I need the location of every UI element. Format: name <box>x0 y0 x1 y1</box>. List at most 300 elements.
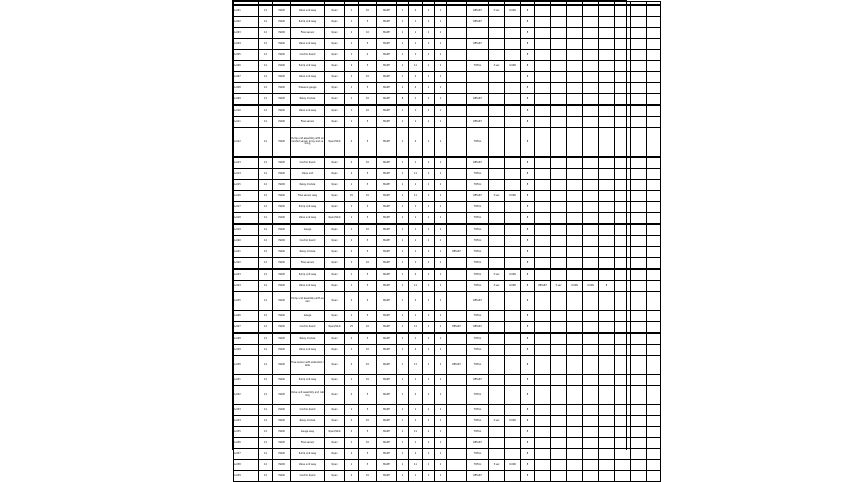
table-cell: 1 <box>435 449 447 460</box>
table-cell: MAIN <box>273 50 291 61</box>
table-cell <box>615 460 631 471</box>
table-cell: Open <box>325 169 345 180</box>
table-cell: 1 <box>397 5 409 17</box>
table-cell: 8 <box>521 39 535 50</box>
table-cell: 2 <box>345 28 359 39</box>
table-cell <box>647 61 661 72</box>
table-row <box>234 386 661 405</box>
table-cell <box>567 17 583 28</box>
table-cell: 1 <box>397 322 409 334</box>
table-cell: MAIN <box>273 292 291 311</box>
table-cell <box>615 405 631 416</box>
table-cell <box>631 416 647 427</box>
table-cell: 8 <box>521 345 535 356</box>
table-cell <box>489 236 505 247</box>
table-cell <box>615 83 631 94</box>
table-cell: TOTAL <box>467 61 489 72</box>
table-cell <box>615 191 631 202</box>
table-cell <box>615 94 631 106</box>
table-cell <box>489 117 505 128</box>
table-cell: 8 <box>521 449 535 460</box>
table-cell: 1 <box>397 333 409 345</box>
table-cell: TOTAL <box>467 345 489 356</box>
table-cell <box>631 258 647 270</box>
table-cell: 1 <box>345 224 359 236</box>
table-row <box>234 157 661 169</box>
table-cell <box>551 258 567 270</box>
table-cell: 10 <box>359 94 377 106</box>
table-cell: 1 <box>435 202 447 213</box>
table-cell: 11 <box>409 191 423 202</box>
table-cell <box>505 28 521 39</box>
table-cell: 1 <box>423 17 435 28</box>
table-cell: Valve unit assy <box>291 213 325 225</box>
table-cell: MANT <box>377 333 397 345</box>
table-cell: 10 <box>359 375 377 386</box>
table-cell <box>505 17 521 28</box>
table-cell: 8 <box>521 5 535 17</box>
table-cell: 1 <box>435 405 447 416</box>
table-cell: 11 <box>409 460 423 471</box>
table-cell: MANT <box>377 375 397 386</box>
table-cell: MAIN <box>273 405 291 416</box>
table-cell: 1 <box>423 345 435 356</box>
table-cell <box>447 202 467 213</box>
table-cell <box>647 386 661 405</box>
table-cell: Control board <box>291 236 325 247</box>
table-cell: RESULT <box>467 39 489 50</box>
table-cell <box>551 236 567 247</box>
table-cell: A-030 <box>234 356 259 375</box>
table-cell: 12 <box>259 236 273 247</box>
table-cell: Pump unit assy <box>291 449 325 460</box>
table-cell <box>599 50 615 61</box>
table-cell: Open <box>325 386 345 405</box>
table-cell <box>447 169 467 180</box>
table-cell: 1 <box>397 356 409 375</box>
table-cell <box>615 72 631 83</box>
table-cell <box>535 180 551 191</box>
table-cell: 1 <box>345 311 359 322</box>
table-cell: A-015 <box>234 180 259 191</box>
table-cell <box>551 72 567 83</box>
table-cell: 1 <box>435 356 447 375</box>
table-cell: MAIN <box>273 247 291 258</box>
table-cell <box>583 94 599 106</box>
table-row <box>234 333 661 345</box>
table-cell <box>599 416 615 427</box>
table-cell <box>551 224 567 236</box>
table-cell: 12 <box>259 311 273 322</box>
table-cell: TOTAL <box>467 356 489 375</box>
table-cell <box>535 83 551 94</box>
table-cell <box>615 128 631 158</box>
table-cell: 1 <box>409 333 423 345</box>
table-row <box>234 438 661 449</box>
table-cell: 5 <box>359 17 377 28</box>
table-cell <box>447 345 467 356</box>
table-cell: 1 <box>345 39 359 50</box>
table-cell: 1 <box>397 345 409 356</box>
table-cell: Open <box>325 202 345 213</box>
table-cell: 3 sec <box>489 416 505 427</box>
table-cell: Open <box>325 269 345 281</box>
table-cell <box>567 292 583 311</box>
table-cell <box>447 39 467 50</box>
table-cell <box>647 345 661 356</box>
table-cell: TOTAL <box>467 169 489 180</box>
table-cell: TOTAL <box>467 269 489 281</box>
table-cell <box>647 269 661 281</box>
table-cell: 12 <box>259 269 273 281</box>
table-cell: RESULT <box>447 322 467 334</box>
table-cell <box>631 375 647 386</box>
table-cell <box>583 105 599 117</box>
table-cell: A-029 <box>234 345 259 356</box>
table-cell: Open/Shut <box>325 213 345 225</box>
table-cell <box>535 386 551 405</box>
table-cell: Flow sensor <box>291 117 325 128</box>
table-cell <box>615 236 631 247</box>
table-cell: 8 <box>521 180 535 191</box>
table-cell <box>447 333 467 345</box>
table-cell: Open <box>325 471 345 482</box>
table-cell <box>583 471 599 482</box>
table-cell: 2 <box>345 386 359 405</box>
table-cell <box>631 83 647 94</box>
table-cell: MAIN <box>273 105 291 117</box>
table-cell <box>583 356 599 375</box>
table-cell <box>505 180 521 191</box>
table-cell <box>647 460 661 471</box>
table-cell <box>615 471 631 482</box>
table-cell: 1 <box>435 247 447 258</box>
table-cell: A-016 <box>234 191 259 202</box>
table-cell <box>599 83 615 94</box>
table-cell: Relay module <box>291 247 325 258</box>
table-cell: 1 <box>345 202 359 213</box>
table-row <box>234 427 661 438</box>
table-cell: 8 <box>521 191 535 202</box>
table-cell <box>551 191 567 202</box>
table-cell <box>489 427 505 438</box>
table-cell: MANT <box>377 405 397 416</box>
table-cell: 2 <box>345 427 359 438</box>
table-cell <box>535 72 551 83</box>
table-cell: 8 <box>521 169 535 180</box>
table-cell: 1 <box>409 50 423 61</box>
table-cell <box>535 333 551 345</box>
table-cell: 1 <box>345 50 359 61</box>
table-cell: 1 <box>397 39 409 50</box>
table-cell: 1 <box>397 460 409 471</box>
table-cell <box>631 157 647 169</box>
table-cell: A-031 <box>234 375 259 386</box>
table-cell <box>489 105 505 117</box>
table-cell <box>631 471 647 482</box>
table-cell <box>647 105 661 117</box>
table-cell: Open/Shut <box>325 322 345 334</box>
table-cell: 12 <box>259 5 273 17</box>
table-cell <box>599 72 615 83</box>
table-cell <box>599 460 615 471</box>
table-cell: MAIN <box>273 236 291 247</box>
table-cell: 4 <box>409 269 423 281</box>
table-cell: 8 <box>521 405 535 416</box>
table-cell: 8 <box>521 281 535 292</box>
table-cell <box>447 311 467 322</box>
table-cell: 12 <box>259 105 273 117</box>
table-cell: 1 <box>397 117 409 128</box>
table-cell: MAIN <box>273 17 291 28</box>
table-cell: 10 <box>359 105 377 117</box>
table-cell: 12 <box>259 471 273 482</box>
table-cell: 1 <box>345 269 359 281</box>
table-cell: TOTAL <box>467 128 489 158</box>
table-cell <box>489 345 505 356</box>
table-cell: MAIN <box>273 5 291 17</box>
table-cell <box>489 292 505 311</box>
table-cell <box>583 236 599 247</box>
table-cell: Open <box>325 405 345 416</box>
table-cell: MAIN <box>273 269 291 281</box>
table-cell: 1 <box>397 236 409 247</box>
table-cell: 1 <box>435 39 447 50</box>
table-cell <box>615 449 631 460</box>
table-cell: 8 <box>521 416 535 427</box>
table-cell: A-018 <box>234 213 259 225</box>
table-row <box>234 292 661 311</box>
table-cell <box>535 202 551 213</box>
table-cell: 0.006 <box>505 416 521 427</box>
table-cell <box>447 281 467 292</box>
table-cell <box>505 247 521 258</box>
table-cell: 10 <box>359 356 377 375</box>
table-cell <box>535 460 551 471</box>
table-cell: 12 <box>259 405 273 416</box>
table-cell <box>615 427 631 438</box>
table-cell: 12 <box>259 191 273 202</box>
table-cell: 8 <box>521 72 535 83</box>
table-cell: 10 <box>359 322 377 334</box>
table-cell <box>505 236 521 247</box>
table-cell: A-038 <box>234 460 259 471</box>
table-cell <box>489 39 505 50</box>
table-cell: 1 <box>435 61 447 72</box>
table-cell: 4 <box>409 345 423 356</box>
table-cell: MANT <box>377 128 397 158</box>
table-cell: MAIN <box>273 191 291 202</box>
table-cell <box>567 405 583 416</box>
table-cell: 1 <box>435 5 447 17</box>
table-cell: 1 <box>435 292 447 311</box>
table-cell: 1 <box>345 17 359 28</box>
table-cell <box>567 460 583 471</box>
table-cell: 2 <box>345 236 359 247</box>
table-cell: 1 <box>397 375 409 386</box>
table-cell: 1 <box>423 191 435 202</box>
table-cell: MAIN <box>273 28 291 39</box>
table-cell: RESULT <box>467 5 489 17</box>
table-cell <box>583 311 599 322</box>
table-cell: 1 <box>423 427 435 438</box>
table-cell <box>489 322 505 334</box>
table-cell: 1 <box>409 157 423 169</box>
table-cell: MAIN <box>273 449 291 460</box>
table-cell: A-021 <box>234 247 259 258</box>
table-cell <box>535 39 551 50</box>
table-cell: MAIN <box>273 61 291 72</box>
table-cell: 2 <box>409 449 423 460</box>
table-cell <box>447 61 467 72</box>
table-cell <box>631 322 647 334</box>
table-cell <box>647 128 661 158</box>
table-cell <box>551 28 567 39</box>
table-cell <box>567 191 583 202</box>
table-cell <box>567 311 583 322</box>
table-cell <box>505 105 521 117</box>
table-cell <box>535 157 551 169</box>
table-cell <box>505 117 521 128</box>
table-cell <box>583 269 599 281</box>
table-cell: MAIN <box>273 258 291 270</box>
table-cell <box>535 247 551 258</box>
table-cell: 1 <box>397 28 409 39</box>
table-cell: MANT <box>377 471 397 482</box>
table-cell <box>631 94 647 106</box>
table-cell: Gauge <box>291 311 325 322</box>
table-cell: 5 <box>359 269 377 281</box>
table-cell: TOTAL <box>467 427 489 438</box>
table-cell: 5 <box>359 333 377 345</box>
table-cell: 12 <box>259 258 273 270</box>
table-cell: 1 <box>397 17 409 28</box>
table-cell <box>535 5 551 17</box>
table-cell: 5 <box>359 292 377 311</box>
data-table <box>233 1 661 482</box>
table-cell: 1 <box>345 405 359 416</box>
table-cell <box>505 128 521 158</box>
table-cell <box>615 345 631 356</box>
table-cell <box>447 292 467 311</box>
table-cell: 1 <box>409 405 423 416</box>
table-cell: 11 <box>409 61 423 72</box>
table-cell <box>505 72 521 83</box>
table-cell <box>647 427 661 438</box>
table-cell: Valve unit assy <box>291 281 325 292</box>
table-cell: MAIN <box>273 224 291 236</box>
table-cell <box>535 17 551 28</box>
table-cell: 1 <box>397 292 409 311</box>
table-cell <box>583 258 599 270</box>
table-cell: A-027 <box>234 322 259 334</box>
table-cell <box>599 405 615 416</box>
table-row <box>234 128 661 158</box>
table-cell <box>599 94 615 106</box>
table-cell <box>567 416 583 427</box>
table-cell: MANT <box>377 356 397 375</box>
table-cell <box>615 157 631 169</box>
table-cell: Relay module <box>291 180 325 191</box>
table-cell: 1 <box>423 94 435 106</box>
table-cell: TOTAL <box>467 202 489 213</box>
table-row <box>234 311 661 322</box>
table-cell: MANT <box>377 224 397 236</box>
table-cell: 10 <box>359 258 377 270</box>
table-cell: Open <box>325 247 345 258</box>
table-cell: MAIN <box>273 471 291 482</box>
table-cell <box>631 438 647 449</box>
table-cell: 1 <box>345 72 359 83</box>
table-cell <box>535 356 551 375</box>
table-cell: 11 <box>409 169 423 180</box>
table-cell <box>583 438 599 449</box>
table-row <box>234 281 661 292</box>
table-cell <box>567 322 583 334</box>
table-cell <box>599 117 615 128</box>
table-cell <box>551 5 567 17</box>
table-row <box>234 169 661 180</box>
table-cell <box>647 405 661 416</box>
table-cell: 12 <box>259 416 273 427</box>
table-cell: TOTAL <box>467 224 489 236</box>
table-cell: 2 <box>409 386 423 405</box>
table-cell: MANT <box>377 247 397 258</box>
table-cell: 1 <box>409 213 423 225</box>
table-cell: 5 <box>359 169 377 180</box>
table-cell: 3 sec <box>489 281 505 292</box>
table-cell: 8 <box>521 224 535 236</box>
table-cell <box>535 471 551 482</box>
table-cell: Open <box>325 281 345 292</box>
table-cell: Relay module <box>291 333 325 345</box>
table-cell: Open <box>325 375 345 386</box>
table-cell: 1 <box>435 128 447 158</box>
table-cell: 8 <box>521 258 535 270</box>
table-cell <box>583 416 599 427</box>
table-cell <box>489 180 505 191</box>
table-cell: 4 <box>409 5 423 17</box>
table-cell <box>447 105 467 117</box>
table-cell <box>631 427 647 438</box>
table-cell: RESULT <box>467 157 489 169</box>
table-cell: TOTAL <box>467 247 489 258</box>
table-cell: 10 <box>359 224 377 236</box>
table-row <box>234 5 661 17</box>
table-cell: 1 <box>423 105 435 117</box>
table-cell <box>489 449 505 460</box>
table-cell: 2 <box>345 61 359 72</box>
table-cell: 0.006 <box>583 281 599 292</box>
table-cell: 1 <box>423 83 435 94</box>
table-cell <box>567 105 583 117</box>
table-cell: 3 sec <box>489 460 505 471</box>
table-cell <box>647 356 661 375</box>
table-cell <box>567 83 583 94</box>
table-cell: A-001 <box>234 5 259 17</box>
table-cell <box>551 416 567 427</box>
table-cell <box>599 169 615 180</box>
table-cell: A-032 <box>234 386 259 405</box>
table-cell <box>631 72 647 83</box>
table-cell: 2 <box>345 471 359 482</box>
table-cell <box>647 94 661 106</box>
table-cell: 8 <box>521 311 535 322</box>
table-cell <box>551 438 567 449</box>
table-cell <box>535 375 551 386</box>
table-cell: MAIN <box>273 427 291 438</box>
table-cell <box>583 427 599 438</box>
